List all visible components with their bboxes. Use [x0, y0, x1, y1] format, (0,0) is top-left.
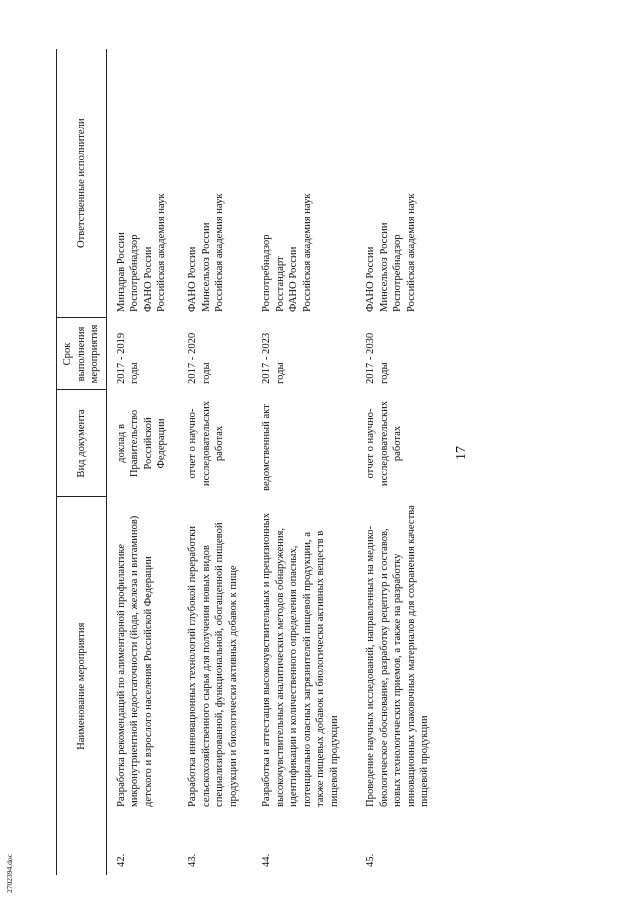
- measure-name: Разработка инновационных технологий глубокой переработки сельскохозяйственного сырья для получения новых видов специализированной, функциональной, обогащенной пищевой продукции и биологически активных добавок к пище: [187, 522, 239, 807]
- executor: Российская академия наук: [405, 193, 417, 312]
- header-row: [57, 49, 107, 875]
- executor: Роспотребнадзор: [261, 234, 273, 312]
- header-deadline: Срок выполнения мероприятия: [57, 318, 107, 390]
- executor: Росстандарт: [274, 256, 286, 312]
- deadline: 2017 - 2023 годы: [261, 332, 286, 384]
- row-number: 42.: [115, 853, 127, 867]
- executor: ФАНО России: [288, 246, 300, 312]
- measure-name: Разработка и аттестация высокочувствительных и прецизионных высокочувствительных аналитических методов обнаружения, идентификации и количественного определения опасных, потенциально опасных загрязнителей пищевой продукции, а также пищевых добавок и биологически активных веществ в пищевой продукции: [261, 512, 340, 807]
- executors: [252, 49, 356, 318]
- executor: Минсельхоз России: [378, 222, 390, 312]
- doc-type: ведомственный акт: [261, 404, 273, 491]
- executors: [178, 49, 252, 318]
- table-row: [356, 49, 438, 875]
- executor: Роспотребнадзор: [129, 234, 141, 312]
- page-number: 17: [454, 446, 469, 460]
- executor: Минсельхоз России: [200, 222, 212, 312]
- measures-table: [56, 49, 438, 875]
- executor: Российская академия наук: [156, 193, 168, 312]
- executor: ФАНО России: [142, 246, 154, 312]
- table-row: [106, 49, 178, 875]
- row-number: 43.: [187, 853, 199, 867]
- measure-name: Разработка рекомендаций по алиментарной профилактике микронутриентной недостаточности (йода, железа и витаминов) детского и взрослого населения Российской Федерации: [115, 515, 154, 807]
- file-id: 2702394.doc: [5, 854, 14, 893]
- table-row: [178, 49, 252, 875]
- executor: Минздрав России: [115, 232, 127, 312]
- executor: Роспотребнадзор: [392, 234, 404, 312]
- executor: ФАНО России: [187, 246, 199, 312]
- header-doc-type: Вид документа: [57, 390, 107, 497]
- header-executors: Ответственные исполнители: [57, 49, 107, 318]
- header-name: Наименование мероприятия: [57, 497, 107, 875]
- deadline: 2017 - 2020 годы: [187, 332, 212, 384]
- doc-type: доклад в Правительство Российской Федерации: [115, 409, 168, 478]
- executor: ФАНО России: [365, 246, 377, 312]
- doc-type: отчет о научно-исследовательских работах: [365, 400, 404, 487]
- deadline: 2017 - 2019 годы: [115, 332, 141, 384]
- measure-name: Проведение научных исследований, направленных на медико-биологическое обоснование, разработку рецептур и составов, новых технологических приемов, а также на разработку инновационных упаковочных материалов для сохранения качества пищевой продукции: [365, 505, 431, 807]
- executor: Российская академия наук: [301, 193, 313, 312]
- row-number: 44.: [261, 853, 273, 867]
- executors: [356, 49, 438, 318]
- deadline: 2017 - 2030 годы: [365, 332, 390, 384]
- doc-type: отчет о научно-исследовательских работах: [187, 400, 226, 487]
- row-number: 45.: [365, 853, 377, 867]
- executor: Российская академия наук: [214, 193, 226, 312]
- executors: [106, 49, 178, 318]
- table-row: [252, 49, 356, 875]
